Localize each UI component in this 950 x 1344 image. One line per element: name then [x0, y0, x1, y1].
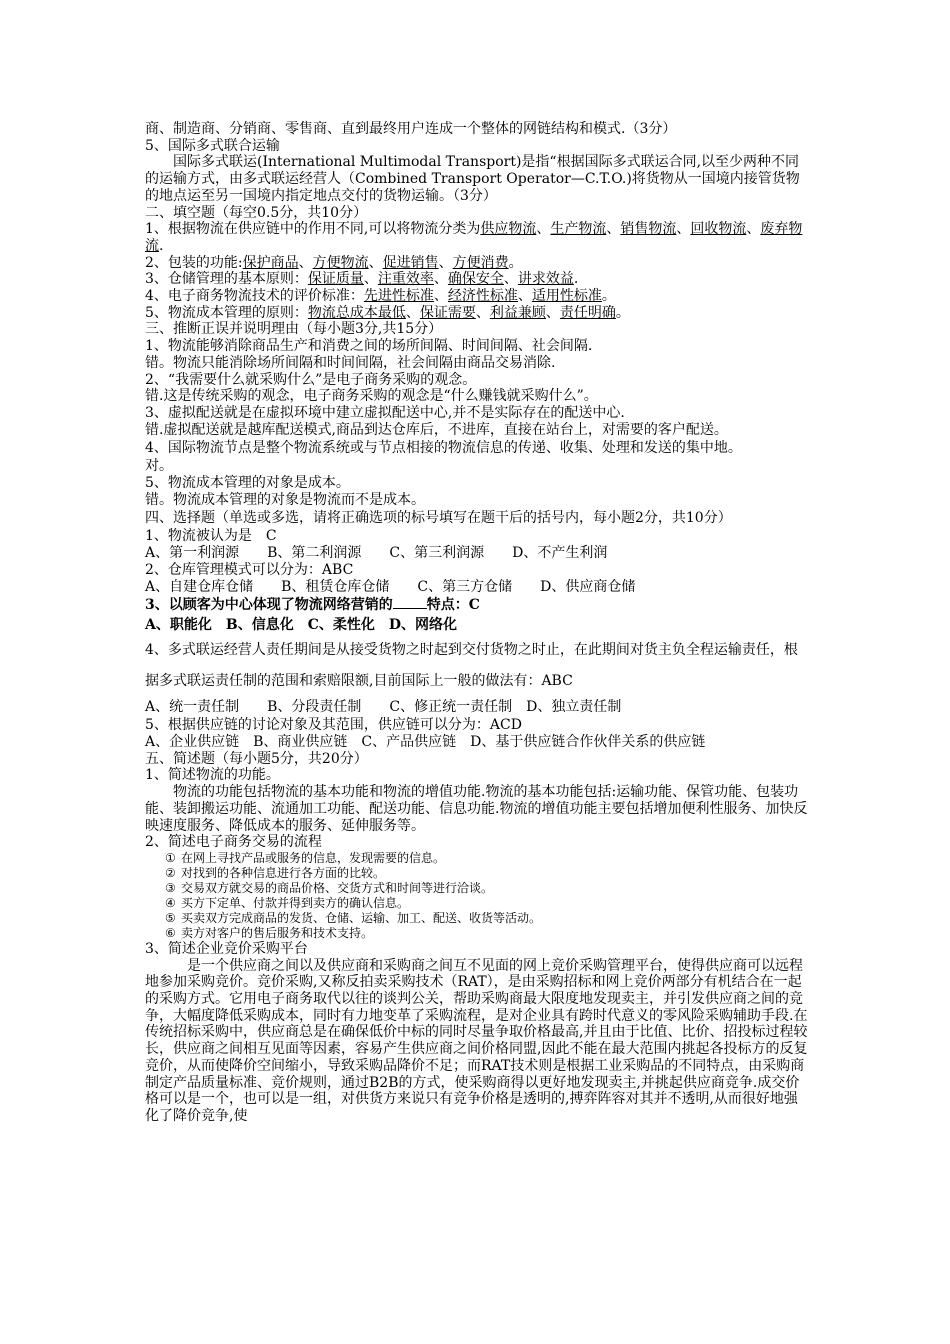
- answer: 经济性标准: [447, 288, 518, 305]
- true-false-a2: 错.这是传统采购的观念，电子商务采购的观念是“什么赚钱就采购什么”。: [145, 388, 598, 405]
- choice-q1: 1、物流被认为是 C: [145, 528, 277, 545]
- choice-q5: 5、根据供应链的讨论对象及其范围，供应链可以分为：ACD: [145, 717, 522, 734]
- short-answer-q3: 3、简述企业竞价采购平台: [145, 940, 308, 957]
- fill-blank-q1: 1、根据物流在供应链中的作用不同,可以将物流分类为供应物流、生产物流、销售物流、回收物流、废弃物流.: [145, 221, 803, 254]
- true-false-a4: 对。: [145, 458, 173, 475]
- choice-q2: 2、仓库管理模式可以分为：ABC: [145, 561, 354, 578]
- true-false-q4: 4、国际物流节点是整个物流系统或与节点相接的物流信息的传递、收集、处理和发送的集中地。: [145, 440, 742, 457]
- choice-o1: A、第一利润源 B、第二利润源 C、第三利润源 D、不产生利润: [145, 545, 608, 562]
- true-false-heading: 三、推断正误并说明理由（每小题3分,共15分）: [145, 321, 443, 338]
- fill-blank-heading: 二、填空题（每空0.5分，共10分）: [145, 204, 368, 221]
- answer: 讲求效益: [517, 271, 574, 288]
- choice-o5: A、企业供应链 B、商业供应链 C、产品供应链 D、基于供应链合作伙伴关系的供应链: [145, 733, 706, 750]
- choice-o3: A、职能化 B、信息化 C、柔性化 D、网络化: [145, 617, 457, 634]
- blank-line: [393, 596, 427, 609]
- list-item: ④ 买方下定单、付款并得到卖方的确认信息。: [165, 895, 410, 910]
- fill-blank-q3: 3、仓储管理的基本原则：保证质量、注重效率、确保安全、讲求效益.: [145, 271, 579, 288]
- short-answer-heading: 五、简述题（每小题5分，共20分）: [145, 750, 368, 767]
- answer: 注重效率: [377, 271, 434, 288]
- true-false-q1: 1、物流能够消除商品生产和消费之间的场所间隔、时间间隔、社会间隔.: [145, 338, 593, 355]
- choice-q3: 3、以顾客为中心体现了物流网络营销的 特点：C: [145, 597, 480, 614]
- list-item: ⑤ 买卖双方完成商品的发货、仓储、运输、加工、配送、收货等活动。: [165, 910, 542, 925]
- answer: 保证质量: [307, 271, 364, 288]
- short-answer-a3: 是一个供应商之间以及供应商和采购商之间互不见面的网上竞价采购管理平台，使得供应商可以远程地参加采购竞价。竞价采购,又称反拍卖采购技术（RAT），是由采购招标和网上竞价两部分有机结合在一起的采购方式。它用电子商务取代以往的谈判公关，帮助采购商最大限度地发现卖主，并引发供应商之间的竞争，大幅度降低采购成本，同时有力地变革了采购流程，是对企业具有跨时代意义的零风险采购辅助手段.在传统招标采购中，供应商总是在确保低价中标的同时尽量争取价格最高,并且由于比值、比价、招投标过程较长，供应商之间相互见面等因素，容易产生供应商之间价格同盟,因此不能在最大范围内挑起各投标方的反复竞价，从而使降价空间缩小，导致采购品降价不足；而RAT技术则是根据工业采购品的不同特点，由采购商制定产品质量标准、竞价规则，通过B2B的方式，使采购商得以更好地发现卖主,并挑起供应商竞争.成交价格可以是一个，也可以是一组，对供货方来说只有竞争价格是透明的,搏弈阵容对其并不透明,从而很好地强化了降价竞争,使: [145, 957, 808, 1124]
- true-false-q2: 2、“我需要什么就采购什么”是电子商务采购的观念。: [145, 371, 477, 388]
- choice-o4: A、统一责任制 B、分段责任制 C、修正统一责任制 D、独立责任制: [145, 699, 622, 716]
- answer: 促进销售: [382, 254, 439, 271]
- answer: 责任明确: [559, 304, 616, 321]
- answer: 生产物流: [550, 221, 607, 238]
- answer: 保护商品: [242, 254, 299, 271]
- answer: 供应物流: [480, 221, 537, 238]
- document-body: [145, 121, 810, 1125]
- section1-item5-title: 5、国际多式联合运输: [145, 137, 280, 154]
- section1-item5-body: 国际多式联运(International Multimodal Transport)是指“根据国际多式联运合同,以至少两种不同的运输方式，由多式联运经营人（Combined Transport Operator—C.T.O.)将货物从一国境内接管货物的地点运至另一国境内指定地点交付的货物运输。（3分）: [145, 154, 800, 204]
- true-false-a3: 错.虚拟配送就是越库配送模式,商品到达仓库后，不进库，直接在站台上，对需要的客户配送。: [145, 421, 728, 438]
- answer: 保证需要: [419, 304, 476, 321]
- list-item: ⑥ 卖方对客户的售后服务和技术支持。: [165, 925, 374, 940]
- answer: 利益兼顾: [489, 304, 546, 321]
- choice-o2: A、自建仓库仓储 B、租赁仓库仓储 C、第三方仓储 D、供应商仓储: [145, 578, 636, 595]
- choice-q4: 4、多式联运经营人责任期间是从接受货物之时起到交付货物之时止，在此期间对货主负全程运输责任，根据多式联运责任制的范围和索赔限额,目前国际上一般的做法有：ABC: [145, 642, 798, 690]
- section1-tail: 商、制造商、分销商、零售商、直到最终用户连成一个整体的网链结构和模式.（3分）: [145, 121, 677, 137]
- fill-blank-q4: 4、电子商务物流技术的评价标准：先进性标准、经济性标准、适用性标准。: [145, 288, 616, 305]
- answer: 方便消费: [452, 254, 509, 271]
- fill-blank-q5: 5、物流成本管理的原则：物流总成本最低、保证需要、利益兼顾、责任明确。: [145, 304, 630, 321]
- answer: 销售物流: [620, 221, 677, 238]
- list-item: ③ 交易双方就交易的商品价格、交货方式和时间等进行洽谈。: [165, 880, 494, 895]
- short-answer-q1: 1、简述物流的功能。: [145, 767, 280, 784]
- answer: 确保安全: [447, 271, 504, 288]
- true-false-q3: 3、虚拟配送就是在虚拟环境中建立虚拟配送中心,并不是实际存在的配送中心.: [145, 404, 625, 421]
- choice-heading: 四、选择题（单选或多选，请将正确选项的标号填写在题干后的括号内，每小题2分，共10分）: [145, 510, 732, 527]
- list-item: ① 在网上寻找产品或服务的信息，发现需要的信息。: [165, 850, 446, 865]
- true-false-q5: 5、物流成本管理的对象是成本。: [145, 475, 350, 492]
- answer: 物流总成本最低: [307, 304, 406, 321]
- answer: 先进性标准: [363, 288, 434, 305]
- answer: 方便物流: [312, 254, 369, 271]
- fill-blank-q2: 2、包装的功能:保护商品、方便物流、促进销售、方便消费。: [145, 254, 523, 271]
- short-answer-q2: 2、简述电子商务交易的流程: [145, 834, 322, 851]
- true-false-a5: 错。物流成本管理的对象是物流而不是成本。: [145, 491, 425, 508]
- answer: 废弃物流: [145, 221, 803, 254]
- list-item: ② 对找到的各种信息进行各方面的比较。: [165, 865, 386, 880]
- short-answer-a1: 物流的功能包括物流的基本功能和物流的增值功能.物流的基本功能包括:运输功能、保管功能、包装功能、装卸搬运功能、流通加工功能、配送功能、信息功能.物流的增值功能主要包括增加便利性服务、加快反映速度服务、降低成本的服务、延伸服务等。: [145, 784, 808, 834]
- answer: 回收物流: [690, 221, 747, 238]
- transaction-steps-list: [145, 851, 810, 941]
- true-false-a1: 错。物流只能消除场所间隔和时间间隔，社会间隔由商品交易消除.: [145, 354, 556, 371]
- answer: 适用性标准: [531, 288, 602, 305]
